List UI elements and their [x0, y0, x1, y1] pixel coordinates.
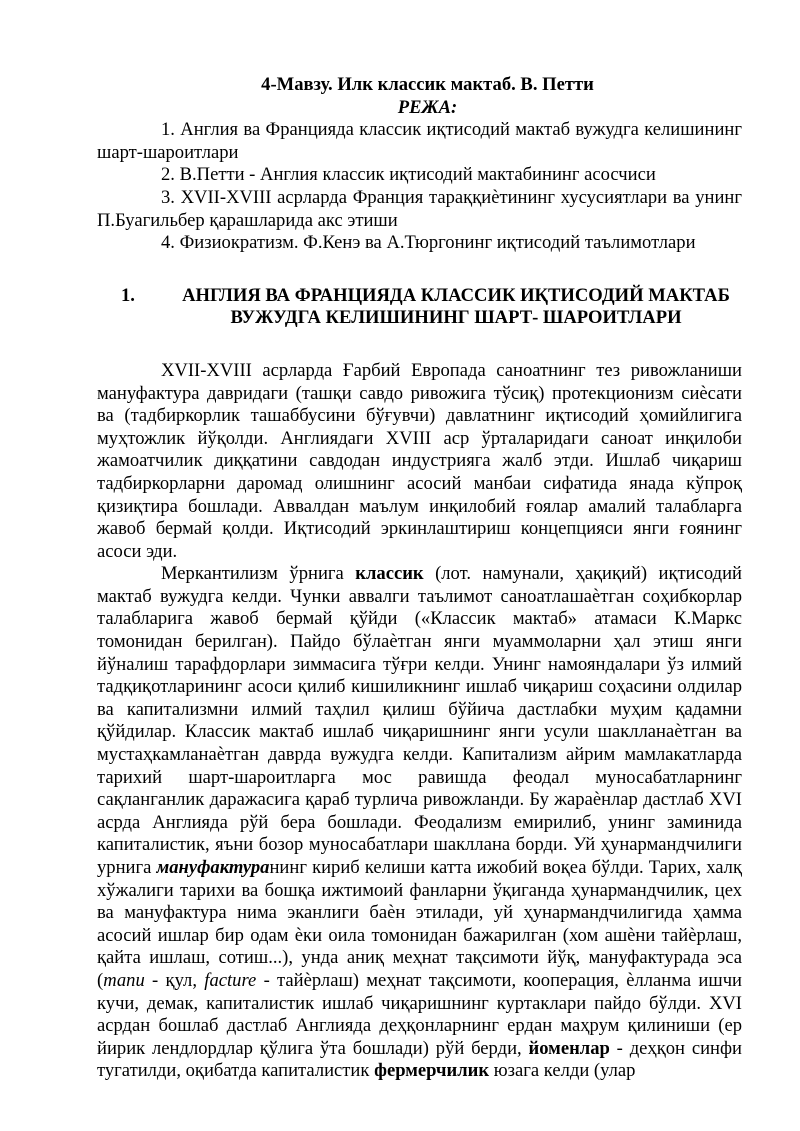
text-run: - тайѐрлаш) меҳнат тақсимоти, кооперация, ѐлланма ишчи кучи, демак, капиталистик ишлаб чиқаришнинг куртаклари пайдо бўлди. XVI асрдан бошлаб дастлаб Англияда деҳқонларнинг ердан маҳрум қилиниши (ер йирик лендлордлар қўлига ўта бошлади) рўй берди,: [97, 969, 742, 1059]
section-title: АНГЛИЯ ВА ФРАНЦИЯДА КЛАССИК ИҚТИСОДИЙ МАКТАБ ВУЖУДГА КЕЛИШИНИНГ ШАРТ- ШАРОИТЛАРИ: [182, 284, 730, 329]
body-text: [97, 360, 742, 1083]
text-run: - деҳқон синфи тугатилди, оқибатда капиталистик: [97, 1037, 742, 1082]
text-run: - қул,: [144, 969, 205, 991]
text-run: Меркантилизм ўрнига: [161, 563, 356, 585]
term-italic: тапи: [103, 969, 145, 991]
plan-list: [97, 119, 742, 255]
plan-label: РЕЖА:: [397, 96, 458, 118]
section-heading: [97, 285, 742, 330]
term-bold: классик: [355, 563, 424, 585]
paragraph: [97, 563, 742, 1083]
page-title: 4-Мавзу. Илк классик мактаб. В. Петти: [261, 74, 594, 95]
term-bold-italic: мануфактура: [156, 857, 270, 878]
paragraph: XVII-XVIII асрларда Ғарбий Европада саноатнинг тез ривожланиши мануфактура давридаги (ташқи савдо ривожига тўсиқ) протекционизм сиѐсати ва (тадбиркорлик ташаббусини бўғувчи) давлатнинг иқтисодий ҳомийлигига муҳтожлик йўқолди. Англиядаги XVIII аср ўрталаридаги саноат инқилоби жамоатчилик диққатини савдодан индустрияга жалб этди. Ишлаб чиқариш тадбиркорларни даромад олишнинг асосий манбаи сифатида янада кўпроқ қизиқтира бошлади. Аввалдан маълум инқилобий ғоялар амалий талабларга жавоб бермай қолди. Иқтисодий эркинлаштириш концепцияси янги ғоянинг асоси эди.: [97, 359, 742, 562]
term-bold: йоменлар: [528, 1037, 610, 1059]
plan-item: 3. XVII-XVIII асрларда Франция тараққиѐтининг хусусиятлари ва унинг П.Буагильбер қарашларида акс этиши: [97, 186, 742, 231]
plan-item: 4. Физиократизм. Ф.Кенэ ва А.Тюргонинг иқтисодий таълимотлари: [161, 232, 696, 254]
text-run: юзага келди (улар: [489, 1060, 636, 1082]
plan-item: 2. В.Петти - Англия классик иқтисодий мактабининг асосчиси: [161, 164, 656, 186]
plan-item: 1. Англия ва Францияда классик иқтисодий мактаб вужудга келишининг шарт-шароитлари: [97, 119, 742, 163]
term-italic: facture: [204, 969, 257, 991]
text-run: нинг кириб келиши катта ижобий воқеа бўлди. Тарих, халқ хўжалиги тарихи ва бошқа ижтимоий фанларни ўқиганда ҳунармандчилик, цех ва мануфактура нима эканлиги баѐн этилади, уй ҳунармандчилигида ҳамма асосий ишлар бир одам ѐки оила томонидан бажарилган (хом ашѐни тайѐрлаш, қайта ишлаш, сотиш...), унда аниқ меҳнат тақсимоти йўқ, мануфактурада эса (: [97, 857, 742, 991]
term-bold: фермерчилик: [374, 1060, 490, 1082]
text-run: (лот. намунали, ҳақиқий) иқтисодий мактаб вужудга келди. Чунки аввалги таълимот саноатлашаѐтган соҳибкорлар талабларига жавоб бермай қўйди («Классик мактаб» атамаси К.Маркс томонидан берилган). Пайдо бўлаѐтган янги муаммоларни ҳал этиш янги йўналиш тарафдорлари зиммасига тўғри келди. Унинг намояндалари ўз илмий тадқиқотларининг асоси қилиб кишиликнинг ишлаб чиқариш соҳасини олдилар ва капитализмни илмий таҳлил қилиш бўйича дастлабки муҳим қадамни қўйдилар. Классик мактаб ишлаб чиқаришнинг янги усули шаклланаѐтган ва мустаҳкамланаѐтган даврда вужудга келди. Капитализм айрим мамлакатларда тарихий шарт-шароитларга мос равишда феодал муносабатларнинг сақланганлик даражасига қараб турлича ривожланди. Бу жараѐнлар дастлаб XVI асрда Англияда рўй бера бошлади. Феодализм емирилиб, унинг заминида капиталистик, яъни бозор муносабатлари шакллана борди. Уй ҳунармандчилиги урнига: [97, 563, 742, 878]
section-number: 1.: [121, 284, 135, 306]
